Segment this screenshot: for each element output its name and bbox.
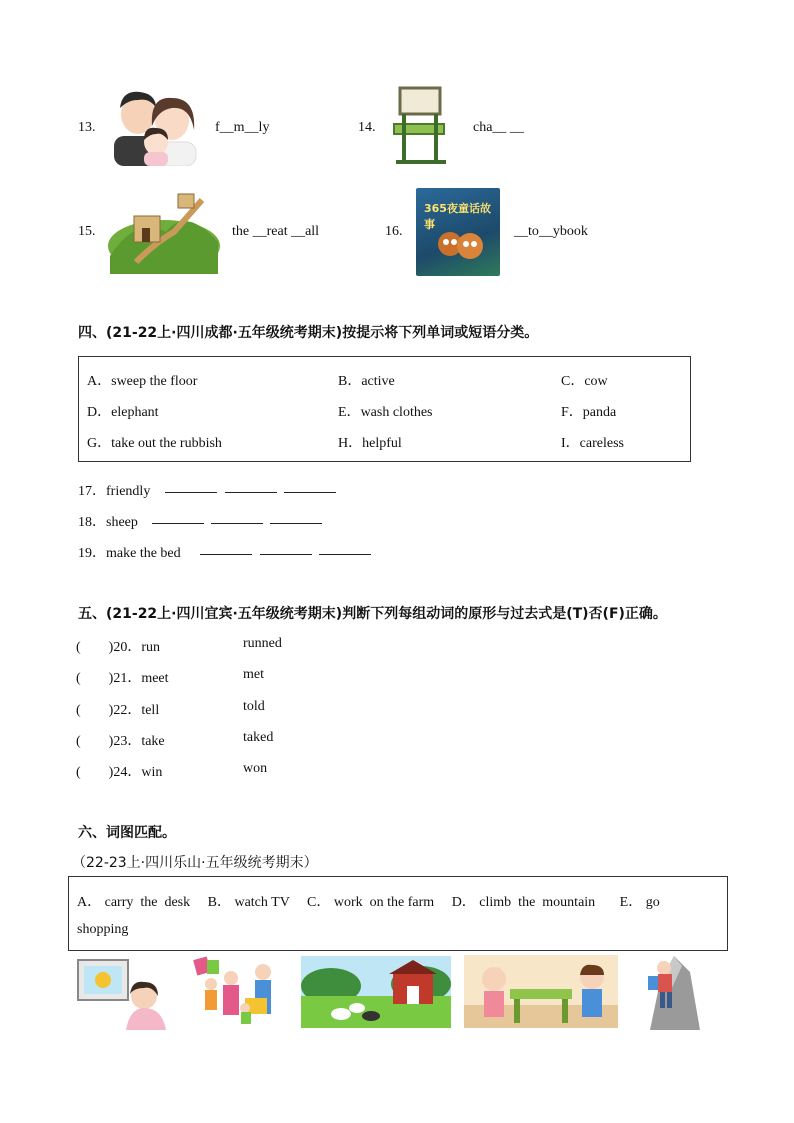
judge-item: ( )23．take: [76, 734, 165, 749]
section6-subtitle: （22-23上·四川乐山·五年级统考期末）: [72, 855, 318, 871]
answer-blank[interactable]: [200, 542, 252, 555]
section6-options-line2: shopping: [77, 922, 129, 937]
storybook-picture: [416, 188, 500, 276]
great-wall-picture: [106, 186, 222, 274]
option-i: I．careless: [561, 436, 624, 451]
answer-paren[interactable]: ( ): [76, 703, 114, 718]
carry-desk-picture: [464, 955, 618, 1028]
q13-number: 13.: [78, 120, 96, 135]
answer-blank[interactable]: [225, 480, 277, 493]
option-c: C．cow: [561, 374, 608, 389]
past-form: told: [243, 699, 265, 714]
answer-paren[interactable]: ( ): [76, 734, 114, 749]
q14-word: cha__ __: [473, 120, 524, 135]
section6-title: 六、词图匹配。: [78, 825, 176, 841]
option-h: H．helpful: [338, 436, 402, 451]
section6-options-line1: A． carry the desk B． watch TV C． work on the farm D． climb the mountain E． go: [77, 895, 660, 910]
climb-mountain-picture: [630, 952, 702, 1030]
question-17: 17．friendly: [78, 484, 151, 499]
section4-options-box: [78, 356, 691, 462]
chair-picture: [386, 84, 456, 170]
answer-blank[interactable]: [284, 480, 336, 493]
answer-blank[interactable]: [165, 480, 217, 493]
past-form: runned: [243, 636, 282, 651]
answer-blank[interactable]: [211, 511, 263, 524]
storybook-title: 365夜童话故事: [424, 202, 491, 231]
watch-tv-picture: [74, 956, 170, 1030]
judge-item: ( )20．run: [76, 640, 160, 655]
go-shopping-picture: [187, 954, 283, 1030]
section4-title: 四、(21-22上·四川成都·五年级统考期末)按提示将下列单词或短语分类。: [78, 325, 539, 341]
answer-blank[interactable]: [319, 542, 371, 555]
q16-word: __to__ybook: [514, 224, 588, 239]
judge-item: ( )21．meet: [76, 671, 169, 686]
option-f: F．panda: [561, 405, 617, 420]
answer-paren[interactable]: ( ): [76, 765, 114, 780]
question-18: 18．sheep: [78, 515, 138, 530]
past-form: met: [243, 667, 264, 682]
option-a: A．sweep the floor: [87, 374, 198, 389]
past-form: won: [243, 761, 268, 776]
judge-item: ( )22．tell: [76, 703, 160, 718]
option-b: B．active: [338, 374, 395, 389]
answer-blank[interactable]: [260, 542, 312, 555]
family-picture: [106, 86, 202, 166]
question-19: 19．make the bed: [78, 546, 181, 561]
option-d: D．elephant: [87, 405, 159, 420]
answer-paren[interactable]: ( ): [76, 640, 114, 655]
option-e: E．wash clothes: [338, 405, 433, 420]
q15-number: 15.: [78, 224, 96, 239]
judge-item: ( )24．win: [76, 765, 163, 780]
farm-picture: [301, 956, 451, 1028]
answer-blank[interactable]: [152, 511, 204, 524]
answer-paren[interactable]: ( ): [76, 671, 114, 686]
option-g: G．take out the rubbish: [87, 436, 222, 451]
past-form: taked: [243, 730, 274, 745]
section6-options-box: [68, 876, 728, 951]
section5-title: 五、(21-22上·四川宜宾·五年级统考期末)判断下列每组动词的原形与过去式是(T)否(F)正确。: [78, 606, 667, 622]
q15-word: the __reat __all: [232, 224, 320, 239]
q14-number: 14.: [358, 120, 376, 135]
answer-blank[interactable]: [270, 511, 322, 524]
q16-number: 16.: [385, 224, 403, 239]
q13-word: f__m__ly: [215, 120, 270, 135]
